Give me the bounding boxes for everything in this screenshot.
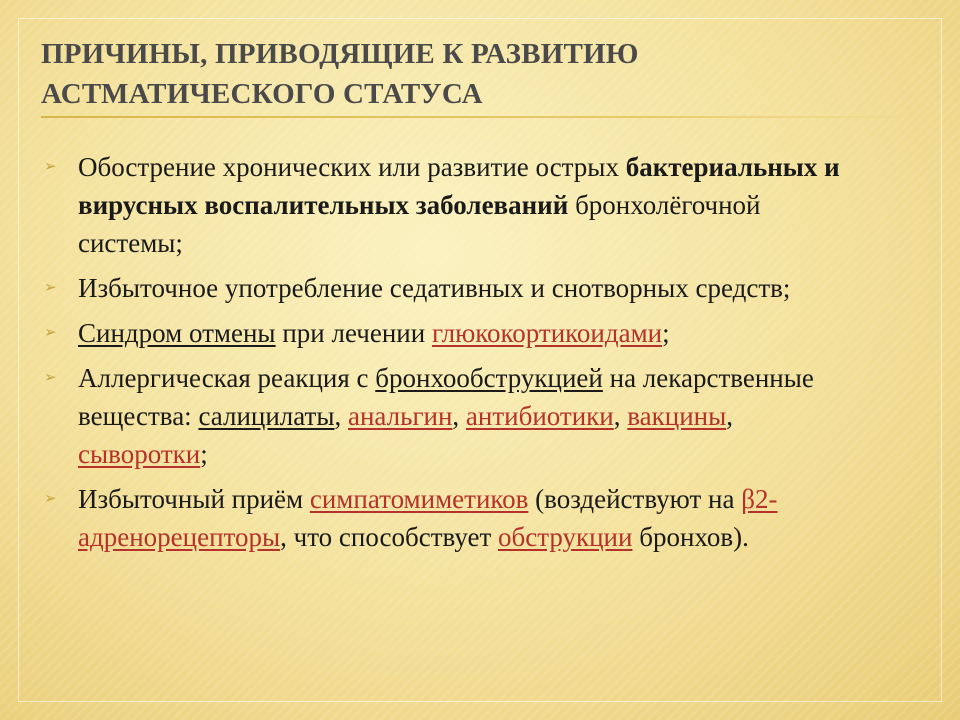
- link-obstruction[interactable]: обструкции: [498, 522, 633, 552]
- link-analgin[interactable]: анальгин: [348, 401, 453, 431]
- arrow-bullet-icon: ➢: [44, 159, 57, 175]
- link-withdrawal-syndrome[interactable]: Синдром отмены: [78, 318, 276, 348]
- bullet-text: , что способствует: [280, 522, 498, 552]
- bullet-text: Избыточное употребление седативных и снотворных средств;: [78, 273, 791, 303]
- bullet-item: [42, 148, 842, 262]
- link-sympathomimetics[interactable]: симпатомиметиков: [309, 484, 529, 514]
- title-divider: [41, 116, 921, 118]
- arrow-bullet-icon: ➢: [44, 280, 57, 296]
- link-serums[interactable]: сыворотки: [78, 439, 201, 469]
- bullet-item: [42, 480, 842, 556]
- bullet-text: ;: [200, 439, 208, 469]
- slide-title: [41, 34, 901, 114]
- bullet-text: (воздействуют на: [528, 484, 742, 514]
- bullet-text: ,: [334, 401, 348, 431]
- bullet-text: Обострение хронических или развитие острых: [78, 152, 619, 182]
- link-vaccines[interactable]: вакцины: [627, 401, 727, 431]
- title-line-2: АСТМАТИЧЕСКОГО СТАТУСА: [41, 78, 483, 110]
- arrow-bullet-icon: ➢: [44, 325, 57, 341]
- bullet-text: ,: [726, 401, 733, 431]
- bullet-bold-text: бактериальных и вирусных воспалительных заболеваний: [78, 152, 840, 220]
- arrow-bullet-icon: ➢: [44, 491, 57, 507]
- bullet-text: на лекарственные вещества:: [78, 363, 814, 431]
- bullet-list: [42, 148, 842, 563]
- bullet-text: ,: [613, 401, 628, 431]
- link-salicylates[interactable]: салицилаты: [198, 401, 335, 431]
- link-glucocorticoids[interactable]: глюкокортикоидами: [431, 318, 663, 348]
- link-antibiotics[interactable]: антибиотики: [465, 401, 614, 431]
- bullet-text: ;: [662, 318, 670, 348]
- bullet-item: [42, 269, 842, 307]
- bullet-text: бронхолёгочной системы;: [78, 190, 761, 258]
- bullet-text: при лечении: [275, 318, 432, 348]
- bullet-text: ,: [452, 401, 466, 431]
- bullet-item: [42, 359, 842, 473]
- bullet-text: Аллергическая реакция с: [78, 363, 376, 393]
- bullet-item: [42, 314, 842, 352]
- title-line-1: ПРИЧИНЫ, ПРИВОДЯЩИЕ К РАЗВИТИЮ: [41, 38, 639, 70]
- link-beta2-adrenoreceptors[interactable]: β2-адренорецепторы: [78, 484, 778, 552]
- bullet-text: бронхов).: [632, 522, 749, 552]
- arrow-bullet-icon: ➢: [44, 370, 57, 386]
- bullet-text: Избыточный приём: [78, 484, 310, 514]
- link-bronchoobstruction[interactable]: бронхообструкцией: [375, 363, 603, 393]
